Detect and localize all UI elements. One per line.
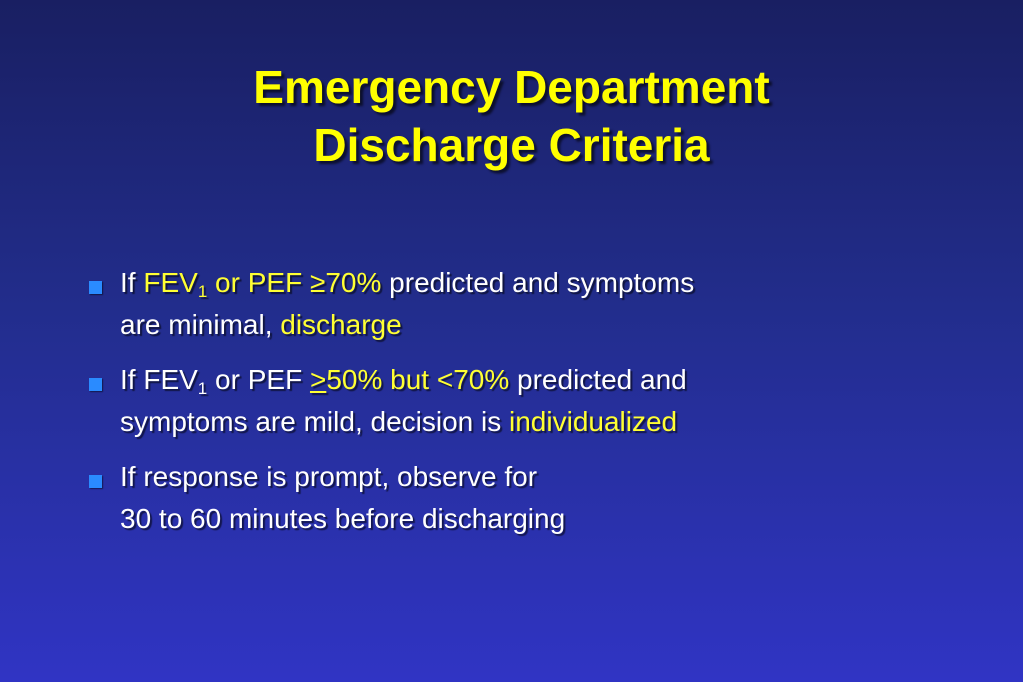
bullet-2-ge-sign: >: [309, 364, 327, 395]
bullet-1-predicted: predicted and symptoms: [381, 267, 695, 298]
bullet-item-1: [86, 262, 966, 346]
square-bullet-icon: [89, 378, 102, 391]
bullet-2-predicted: predicted and: [509, 364, 687, 395]
bullet-1-discharge: discharge: [280, 309, 402, 340]
bullet-2-range: 50% but <70%: [326, 364, 510, 395]
bullet-1-text: [120, 267, 694, 340]
slide-title: [0, 58, 1023, 174]
bullet-2-individualized: individualized: [509, 406, 678, 437]
bullet-2-if-fev: If FEV: [120, 364, 198, 395]
bullet-1-if: If: [120, 267, 144, 298]
bullet-2-subscript: 1: [197, 379, 208, 398]
square-bullet-icon: [89, 281, 102, 294]
bullet-2-or-pef: or PEF: [207, 364, 310, 395]
bullet-item-3: [86, 456, 966, 540]
bullet-item-2: [86, 359, 966, 443]
bullet-2-mild: symptoms are mild, decision is: [120, 406, 510, 437]
bullet-1-fev: $FEV_1$ or PEF ≥70%: [143, 267, 382, 301]
square-bullet-icon: [89, 475, 102, 488]
title-line-1: Emergency Department: [253, 61, 770, 113]
bullet-1-minimal: are minimal,: [120, 309, 281, 340]
title-line-2: Discharge Criteria: [313, 119, 710, 171]
bullet-list: [86, 262, 966, 553]
bullet-3-text: [120, 461, 565, 534]
bullet-2-text: [120, 364, 687, 437]
bullet-3-line-2: 30 to 60 minutes before discharging: [120, 503, 566, 534]
bullet-3-line-1: If response is prompt, observe for: [120, 461, 538, 492]
